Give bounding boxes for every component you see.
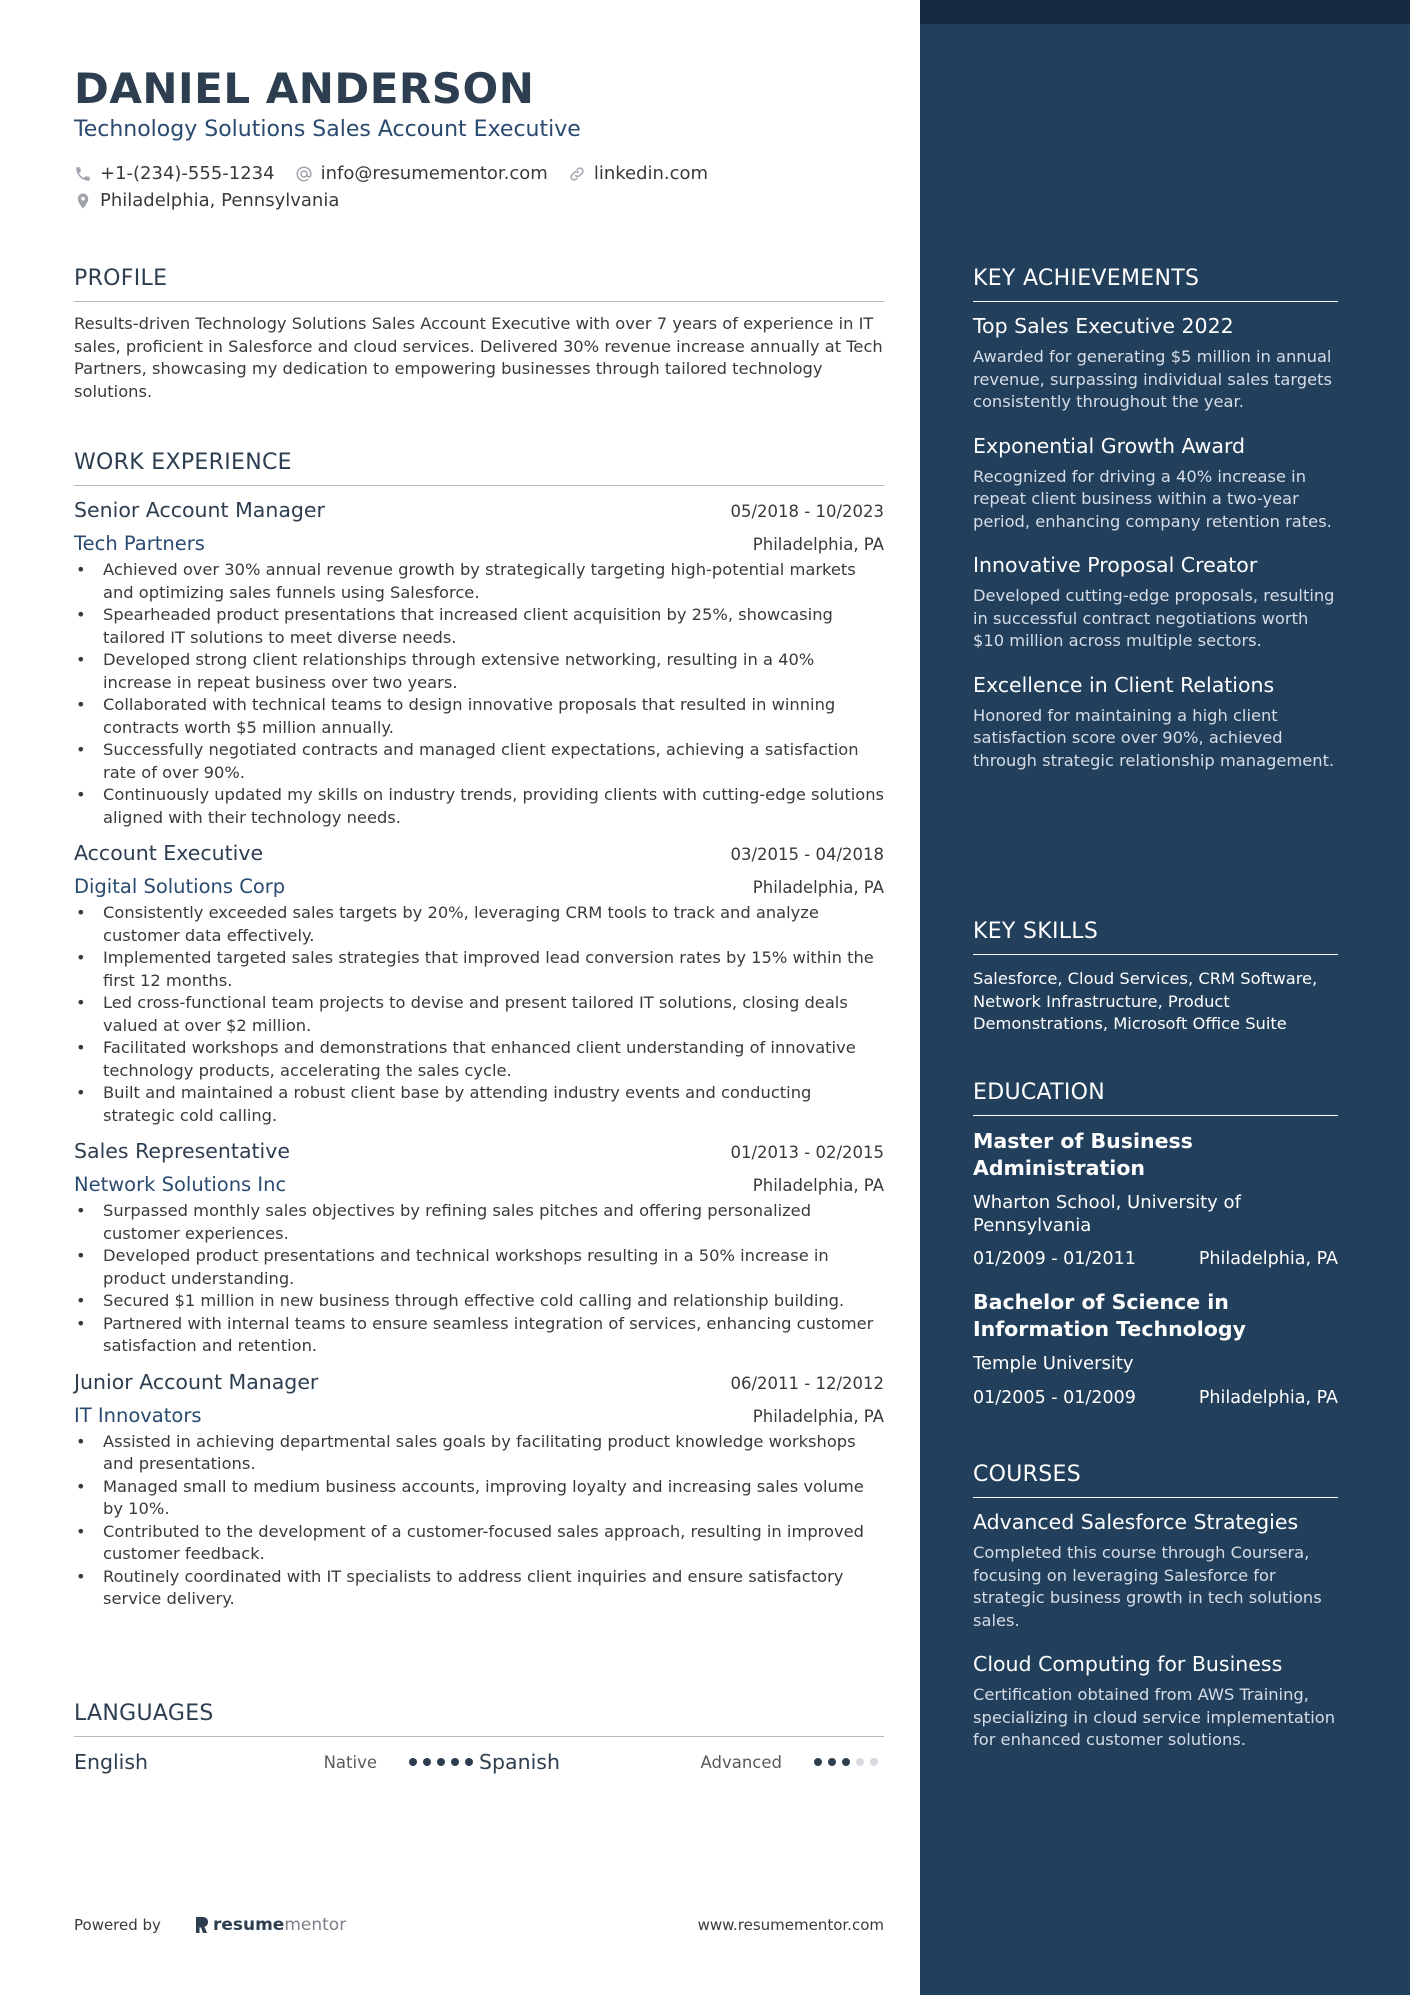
job-subheader <box>74 532 884 555</box>
education-meta <box>973 1388 1338 1408</box>
footer <box>74 1915 884 1935</box>
rating-dot-filled <box>451 1758 459 1766</box>
education-degree: Bachelor of Science in Information Technology <box>973 1290 1246 1341</box>
job-subheader <box>74 1404 884 1427</box>
phone-text: +1-(234)-555-1234 <box>100 163 275 184</box>
job-role: Senior Account Manager <box>74 498 325 522</box>
education-degree: Master of Business Administration <box>973 1129 1193 1180</box>
job-role: Sales Representative <box>74 1139 290 1163</box>
course-list <box>973 1510 1338 1752</box>
candidate-title: Technology Solutions Sales Account Executive <box>74 117 581 142</box>
job-bullet: • Implemented targeted sales strategies that improved lead conversion rates by 15% within the first 12 months. <box>74 947 884 992</box>
profile-heading: PROFILE <box>74 266 884 302</box>
linkedin-text: linkedin.com <box>593 163 709 184</box>
language-level: Advanced <box>700 1752 782 1772</box>
job-entry <box>74 1139 884 1358</box>
job-subheader <box>74 1173 884 1196</box>
job-subheader <box>74 875 884 898</box>
job-bullet: • Secured $1 million in new business through effective cold calling and relationship building. <box>74 1290 884 1313</box>
language-rating <box>814 1758 884 1766</box>
profile-section <box>74 266 884 403</box>
language-name: Spanish <box>479 1750 560 1774</box>
skills-section <box>973 919 1338 1036</box>
courses-heading: COURSES <box>973 1462 1338 1498</box>
phone-icon <box>74 165 92 183</box>
job-company: IT Innovators <box>74 1403 202 1427</box>
job-bullet: • Facilitated workshops and demonstrations that enhanced client understanding of innovative technology products, accelerating the sales cycle. <box>74 1037 884 1082</box>
courses-section <box>973 1462 1338 1752</box>
job-location: Philadelphia, PA <box>752 535 884 554</box>
achievement-title: Excellence in Client Relations <box>973 672 1275 697</box>
course-item <box>973 1652 1338 1752</box>
job-header <box>74 1139 884 1163</box>
at-icon <box>295 165 313 183</box>
achievement-item <box>973 553 1338 653</box>
work-heading: WORK EXPERIENCE <box>74 450 884 486</box>
education-list <box>973 1128 1338 1408</box>
job-bullet: • Developed strong client relationships through extensive networking, resulting in a 40% increase in repeat business over two years. <box>74 649 884 694</box>
profile-text: Results-driven Technology Solutions Sales Account Executive with over 7 years of experience in IT sales, proficient in Salesforce and cloud services. Delivered 30% revenue increase annually at Tech Partners, showcasing my dedication to empowering businesses through tailored technology solutions. <box>74 314 883 401</box>
candidate-name: DANIEL ANDERSON <box>74 64 535 113</box>
job-location: Philadelphia, PA <box>752 878 884 897</box>
job-bullet: • Assisted in achieving departmental sales goals by facilitating product knowledge workshops and presentations. <box>74 1431 884 1476</box>
rating-dot-filled <box>409 1758 417 1766</box>
course-title: Advanced Salesforce Strategies <box>973 1510 1299 1534</box>
job-dates: 06/2011 - 12/2012 <box>730 1373 884 1393</box>
achievement-item <box>973 314 1338 414</box>
powered-by-label: Powered by <box>74 1916 161 1934</box>
job-bullet: • Collaborated with technical teams to design innovative proposals that resulted in winning contracts worth $5 million annually. <box>74 694 884 739</box>
education-heading: EDUCATION <box>973 1080 1338 1116</box>
brand-logo[interactable] <box>193 1915 346 1935</box>
job-entry <box>74 1370 884 1611</box>
achievement-title: Top Sales Executive 2022 <box>973 314 1234 338</box>
education-school: Wharton School, University of Pennsylvania <box>973 1192 1241 1236</box>
job-list <box>74 498 884 1611</box>
contact-phone[interactable] <box>74 163 275 184</box>
rating-dot-filled <box>814 1758 822 1766</box>
job-bullet: • Continuously updated my skills on industry trends, providing clients with cutting-edge solutions aligned with their technology needs. <box>74 784 884 829</box>
education-item <box>973 1289 1338 1408</box>
course-description: Certification obtained from AWS Training, specializing in cloud service implementation for enhanced customer solutions. <box>973 1685 1336 1749</box>
language-rating <box>409 1758 479 1766</box>
job-bullet: • Built and maintained a robust client base by attending industry events and conducting strategic cold calling. <box>74 1082 884 1127</box>
language-name: English <box>74 1750 149 1774</box>
job-header <box>74 498 884 522</box>
job-bullet: • Led cross-functional team projects to devise and present tailored IT solutions, closing deals valued at over $2 million. <box>74 992 884 1037</box>
achievement-description: Awarded for generating $5 million in annual revenue, surpassing individual sales targets consistently throughout the year. <box>973 347 1332 411</box>
job-bullets <box>74 559 884 829</box>
education-item <box>973 1128 1338 1269</box>
rating-dot-filled <box>842 1758 850 1766</box>
job-bullet: • Achieved over 30% annual revenue growth by strategically targeting high-potential markets and optimizing sales funnels using Salesforce. <box>74 559 884 604</box>
language-level: Native <box>323 1752 377 1772</box>
footer-website[interactable]: www.resumementor.com <box>697 1916 884 1934</box>
education-dates: 01/2009 - 01/2011 <box>973 1249 1136 1269</box>
achievements-section <box>973 266 1338 772</box>
job-dates: 05/2018 - 10/2023 <box>730 502 884 521</box>
job-bullet: • Surpassed monthly sales objectives by refining sales pitches and offering personalized customer experiences. <box>74 1200 884 1245</box>
achievement-description: Honored for maintaining a high client satisfaction score over 90%, achieved through strategic relationship management. <box>973 705 1335 770</box>
job-dates: 01/2013 - 02/2015 <box>730 1143 884 1162</box>
achievement-description: Recognized for driving a 40% increase in repeat client business within a two-year period, enhancing company retention rates. <box>973 466 1332 531</box>
skills-heading: KEY SKILLS <box>973 919 1338 955</box>
job-bullet: • Contributed to the development of a customer-focused sales approach, resulting in improved customer feedback. <box>74 1521 884 1566</box>
brand-light: mentor <box>284 1915 347 1935</box>
course-item <box>973 1510 1338 1632</box>
job-bullet: • Partnered with internal teams to ensure seamless integration of services, enhancing customer satisfaction and retention. <box>74 1313 884 1358</box>
education-location: Philadelphia, PA <box>1198 1387 1338 1408</box>
job-bullets <box>74 902 884 1127</box>
achievement-item <box>973 673 1338 773</box>
rating-dot-empty <box>870 1758 878 1766</box>
education-school: Temple University <box>973 1353 1134 1374</box>
contact-location <box>74 190 339 211</box>
powered-by <box>74 1915 346 1935</box>
rating-dot-filled <box>423 1758 431 1766</box>
sidebar-top-bar <box>920 0 1410 24</box>
achievement-title: Innovative Proposal Creator <box>973 553 1258 577</box>
education-location: Philadelphia, PA <box>1198 1249 1338 1269</box>
education-dates: 01/2005 - 01/2009 <box>973 1387 1136 1408</box>
course-title: Cloud Computing for Business <box>973 1652 1283 1676</box>
job-entry <box>74 841 884 1127</box>
job-bullet: • Developed product presentations and technical workshops resulting in a 50% increase in product understanding. <box>74 1245 884 1290</box>
contact-linkedin[interactable] <box>568 163 708 184</box>
job-bullet: • Spearheaded product presentations that increased client acquisition by 25%, showcasing tailored IT solutions to meet diverse needs. <box>74 604 884 649</box>
contact-info <box>74 160 874 214</box>
job-location: Philadelphia, PA <box>752 1176 884 1195</box>
skills-text: Salesforce, Cloud Services, CRM Software, Network Infrastructure, Product Demonstrations, Microsoft Office Suite <box>973 969 1318 1033</box>
resumementor-logo-icon <box>193 1916 209 1934</box>
achievement-item <box>973 434 1338 534</box>
achievement-list <box>973 314 1338 772</box>
contact-email[interactable] <box>295 163 548 184</box>
job-bullet: • Successfully negotiated contracts and managed client expectations, achieving a satisfaction rate of over 90%. <box>74 739 884 784</box>
languages-heading: LANGUAGES <box>74 1701 884 1737</box>
job-bullets <box>74 1431 884 1611</box>
rating-dot-filled <box>465 1758 473 1766</box>
link-icon <box>568 165 586 183</box>
job-role: Junior Account Manager <box>74 1369 319 1394</box>
job-dates: 03/2015 - 04/2018 <box>730 845 884 864</box>
job-bullet: • Consistently exceeded sales targets by 20%, leveraging CRM tools to track and analyze customer data effectively. <box>74 902 884 947</box>
languages-section <box>74 1701 884 1774</box>
rating-dot-filled <box>437 1758 445 1766</box>
education-section <box>973 1080 1338 1408</box>
education-meta <box>973 1249 1338 1269</box>
rating-dot-empty <box>856 1758 864 1766</box>
achievement-title: Exponential Growth Award <box>973 433 1246 458</box>
achievement-description: Developed cutting-edge proposals, resulting in successful contract negotiations worth $10 million across multiple sectors. <box>973 586 1335 650</box>
job-entry <box>74 498 884 829</box>
job-bullets <box>74 1200 884 1358</box>
work-experience-section <box>74 450 884 1611</box>
location-text: Philadelphia, Pennsylvania <box>100 190 340 211</box>
job-role: Account Executive <box>74 841 264 865</box>
job-header <box>74 841 884 865</box>
job-bullet: • Managed small to medium business accounts, improving loyalty and increasing sales volume by 10%. <box>74 1476 884 1521</box>
rating-dot-filled <box>828 1758 836 1766</box>
job-company: Digital Solutions Corp <box>74 875 286 898</box>
job-company: Tech Partners <box>74 532 205 555</box>
location-pin-icon <box>74 192 92 210</box>
achievements-heading: KEY ACHIEVEMENTS <box>973 266 1338 302</box>
language-item <box>74 1750 479 1774</box>
job-header <box>74 1370 884 1394</box>
sidebar <box>920 0 1410 1995</box>
job-bullet: • Routinely coordinated with IT specialists to address client inquiries and ensure satisfactory service delivery. <box>74 1566 884 1611</box>
job-location: Philadelphia, PA <box>752 1406 884 1426</box>
job-company: Network Solutions Inc <box>74 1173 287 1196</box>
course-description: Completed this course through Coursera, focusing on leveraging Salesforce for strategic business growth in tech solutions sales. <box>973 1543 1322 1630</box>
language-item <box>479 1750 884 1774</box>
brand-bold: resume <box>212 1915 285 1935</box>
email-text: info@resumementor.com <box>320 163 548 184</box>
language-list <box>74 1750 884 1774</box>
